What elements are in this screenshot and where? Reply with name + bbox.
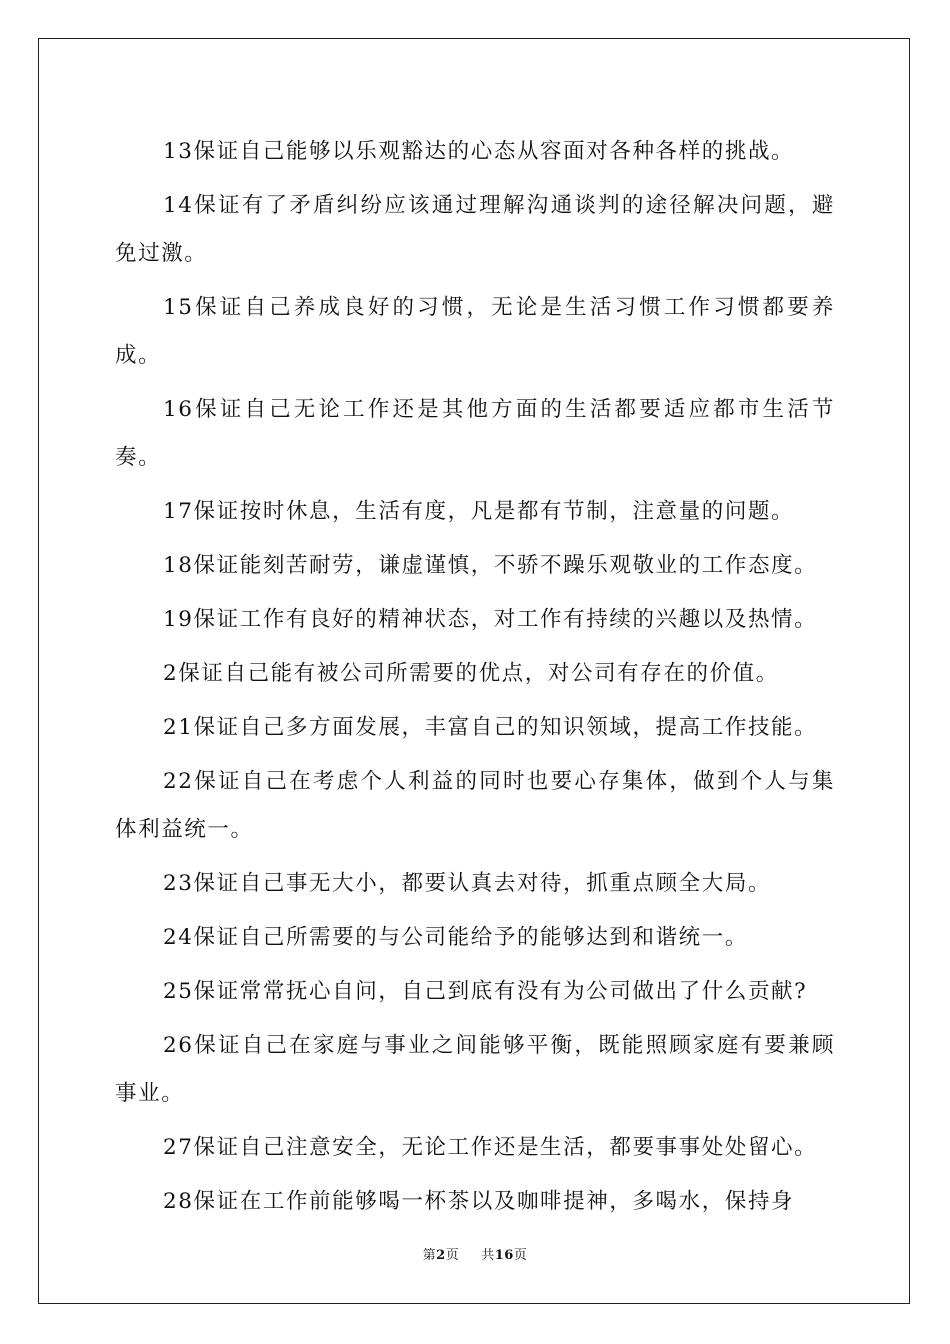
paragraph-14: 14保证有了矛盾纠纷应该通过理解沟通谈判的途径解决问题，避免过激。 [115,193,835,266]
paragraph-21: 21保证自己多方面发展，丰富自己的知识领域，提高工作技能。 [163,715,818,740]
total-prefix: 共 [481,1248,495,1263]
document-body [115,128,835,1232]
paragraph-13: 13保证自己能够以乐观豁达的心态从容面对各种各样的挑战。 [163,139,795,164]
paragraph-18: 18保证能刻苦耐劳，谦虚谨慎，不骄不躁乐观敬业的工作态度。 [163,553,818,578]
page-footer [0,1247,950,1265]
paragraph-19: 19保证工作有良好的精神状态，对工作有持续的兴趣以及热情。 [163,607,818,632]
page-prefix: 第 [422,1248,437,1263]
page-suffix: 页 [445,1248,460,1263]
paragraph-25: 25保证常常抚心自问，自己到底有没有为公司做出了什么贡献? [163,979,808,1004]
paragraph-22: 22保证自己在考虑个人利益的同时也要心存集体，做到个人与集体利益统一。 [115,769,835,842]
paragraph-23: 23保证自己事无大小，都要认真去对待，抓重点顾全大局。 [163,871,772,896]
paragraph-2: 2保证自己能有被公司所需要的优点，对公司有存在的价值。 [163,661,779,686]
paragraph-24: 24保证自己所需要的与公司能给予的能够达到和谐统一。 [163,925,748,950]
paragraph-26: 26保证自己在家庭与事业之间能够平衡，既能照顾家庭有要兼顾事业。 [115,1033,835,1106]
total-page-count: 16 [494,1248,514,1263]
total-suffix: 页 [513,1248,528,1263]
paragraph-27: 27保证自己注意安全，无论工作还是生活，都要事事处处留心。 [163,1135,818,1160]
paragraph-16: 16保证自己无论工作还是其他方面的生活都要适应都市生活节奏。 [115,397,835,470]
paragraph-28: 28保证在工作前能够喝一杯茶以及咖啡提神，多喝水，保持身 [163,1189,795,1214]
current-page-number: 2 [436,1248,446,1263]
paragraph-17: 17保证按时休息，生活有度，凡是都有节制，注意量的问题。 [163,499,795,524]
paragraph-15: 15保证自己养成良好的习惯，无论是生活习惯工作习惯都要养成。 [115,295,835,368]
